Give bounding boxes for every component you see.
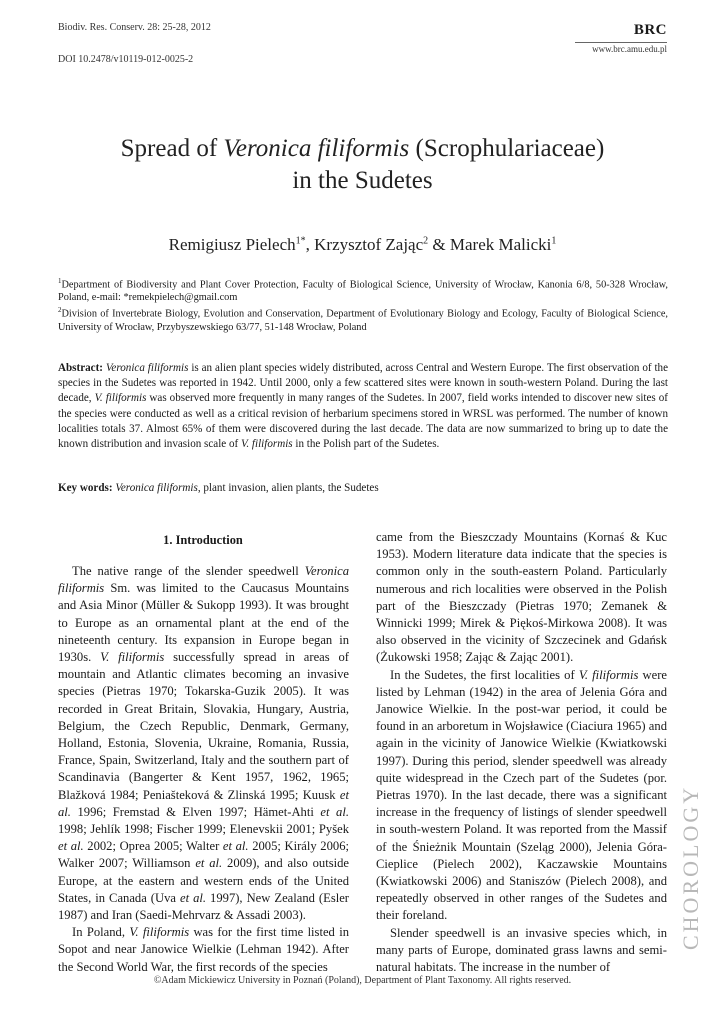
website-link[interactable]: www.brc.amu.edu.pl: [592, 44, 667, 54]
abstract-label: Abstract:: [58, 362, 103, 374]
doi: DOI 10.2478/v10119-012-0025-2: [58, 54, 194, 65]
right-column: [376, 529, 667, 976]
affiliation-2: $^2$Division of Invertebrate Biology, Evolution and Conservation, Department of Evolutionary Biology and Ecology, Faculty of Biological Science, University of Wrocław, Przybyszewskiego 63/77, 51-148 Wrocław, Poland: [58, 306, 668, 333]
intro-paragraph-5: Slender speedwell is an invasive species which, in many parts of Europe, dominated grass lawns and semi-natural habitats. The increase in the number of: [376, 925, 667, 975]
intro-paragraph-2: In Poland, V. filiformis was for the first time listed in Sopot and near Janowice Wielkie (Lehman 1942). After the Second World War, the first records of the species: [58, 925, 349, 974]
keywords: Key words: Veronica filiformis, plant invasion, alien plants, the Sudetes: [58, 482, 379, 494]
title-line-2: in the Sudetes: [292, 167, 433, 194]
title-species: Veronica filiformis: [223, 135, 410, 162]
paper-title: [0, 133, 725, 197]
author-3: Marek Malicki: [449, 235, 552, 254]
intro-paragraph-3: came from the Bieszczady Mountains (Kornaś & Kuc 1953). Modern literature data indicate that the species is common only in the south-eastern Poland. Particularly numerous and rich localities were observed in the Polish part of the Bieszczady (Pietras 1970; Zemanek & Winnicki 1999; Mirek & Piękoś-Mirkowa 2008). It was also observed in the vicinity of Szczecinek and Gdańsk (Żukowski 1958; Zając & Zając 2001).: [376, 530, 667, 665]
title-line-1: Spread of Veronica filiformis (Scrophulariaceae): [120, 135, 605, 162]
affiliations: [58, 275, 668, 334]
intro-paragraph-1: The native range of the slender speedwell Veronica filiformis Sm. was limited to the Caucasus Mountains and Asia Minor (Müller & Sukopp 1993). It was brought to Europe as an ornamental plant at the end of the nineteenth century. Its expansion in Europe began in 1930s. V. filiformis successfully spread in areas of mountain and Atlantic climates becoming an invasive species (Pietras 1970; Tokarska-Guzik 2005). It was recorded in Great Britain, Slovakia, Hungary, Austria, Belgium, the Czech Republic, Denmark, Germany, Holland, Estonia, Slovenia, Ukraine, Romania, Russia, France, Spain, Switzerland, Italy and the southern part of Scandinavia (Bangerter & Kent 1957, 1962, 1965; Blažková 1984; Peniašteková & Zlinská 1995; Kuusk et al. 1996; Fremstad & Elven 1997; Hämet-Ahti et al. 1998; Jehlík 1998; Fischer 1999; Elenevskii 2001; Pyšek et al. 2002; Oprea 2005; Walter et al. 2005; Király 2006; Walker 2007; Williamson et al. 2009), and also outside Europe, at the eastern and western ends of the United States, in Canada (Uva et al. 1997), New Zealand (Esler 1987) and Iran (Saedi-Mehrvarz & Assadi 2003).: [58, 564, 350, 923]
affiliation-1: $^1$Department of Biodiversity and Plant Cover Protection, Faculty of Biological Science, University of Wrocław, Kanonia 6/8, 50-328 Wrocław, Poland, e-mail: *remekpielech@gmail.com: [58, 277, 668, 304]
section-side-label: CHOROLOGY: [678, 784, 703, 950]
logo-rule: [575, 42, 667, 43]
keywords-label: Key words:: [58, 482, 113, 494]
brc-logo: BRC: [633, 22, 667, 38]
abstract: Abstract: Veronica filiformis is an alien plant species widely distributed, across Central and Western Europe. The first observation of the species in the Sudetes was reported in 1942. Until 2000, only a few scattered sites were known in south-western Poland. During the last decade, V. filiformis was observed more frequently in many ranges of the Sudetes. In 2007, field works intended to discover new sites of the species were conducted as well as a critical revision of herbarium specimens stored in WRSL was performed. The number of known localities totals 37. Almost 65% of them were discovered during the last decade. The data are now summarized to bring up to date the known distribution and invasion scale of V. filiformis in the Polish part of the Sudetes.: [58, 362, 669, 451]
section-heading-introduction: 1. Introduction: [163, 533, 243, 547]
author-2: Krzysztof Zając: [314, 235, 424, 254]
journal-reference: Biodiv. Res. Conserv. 28: 25-28, 2012: [58, 22, 211, 33]
intro-paragraph-4: In the Sudetes, the first localities of V. filiformis were listed by Lehman (1942) in the area of Jelenia Góra and Janowice Wielkie. In the post-war period, it could be found in an arboretum in Wojsławice (Ciaciura 1965) and again in the vicinity of Janowice Wielkie (Kwiatkowski 1997). During this period, slender speedwell was already quite widespread in the Czech part of the Sudetes (por. Pietras 1970). In the last decade, there was a significant increase in the frequency of listings of slender speedwell in south-western Poland. It was reported from the Massif of the Śnieżnik Mountain (Szeląg 2000), Jelenia Góra-Cieplice (Pielech 2002), Kaczawskie Mountains (Kwiatkowski 2006) and Staniszów (Pielech 2008), and repeatedly observed in other ranges of the Sudetes and their foreland.: [376, 667, 667, 923]
author-1: Remigiusz Pielech: [168, 235, 296, 254]
copyright-footer: ©Adam Mickiewicz University in Poznań (Poland), Department of Plant Taxonomy. All rights reserved.: [153, 975, 572, 986]
left-column: [58, 563, 349, 976]
author-list: Remigiusz Pielech$^{1*}$, Krzysztof Zając$^2$ & Marek Malicki$^1$: [168, 235, 557, 254]
